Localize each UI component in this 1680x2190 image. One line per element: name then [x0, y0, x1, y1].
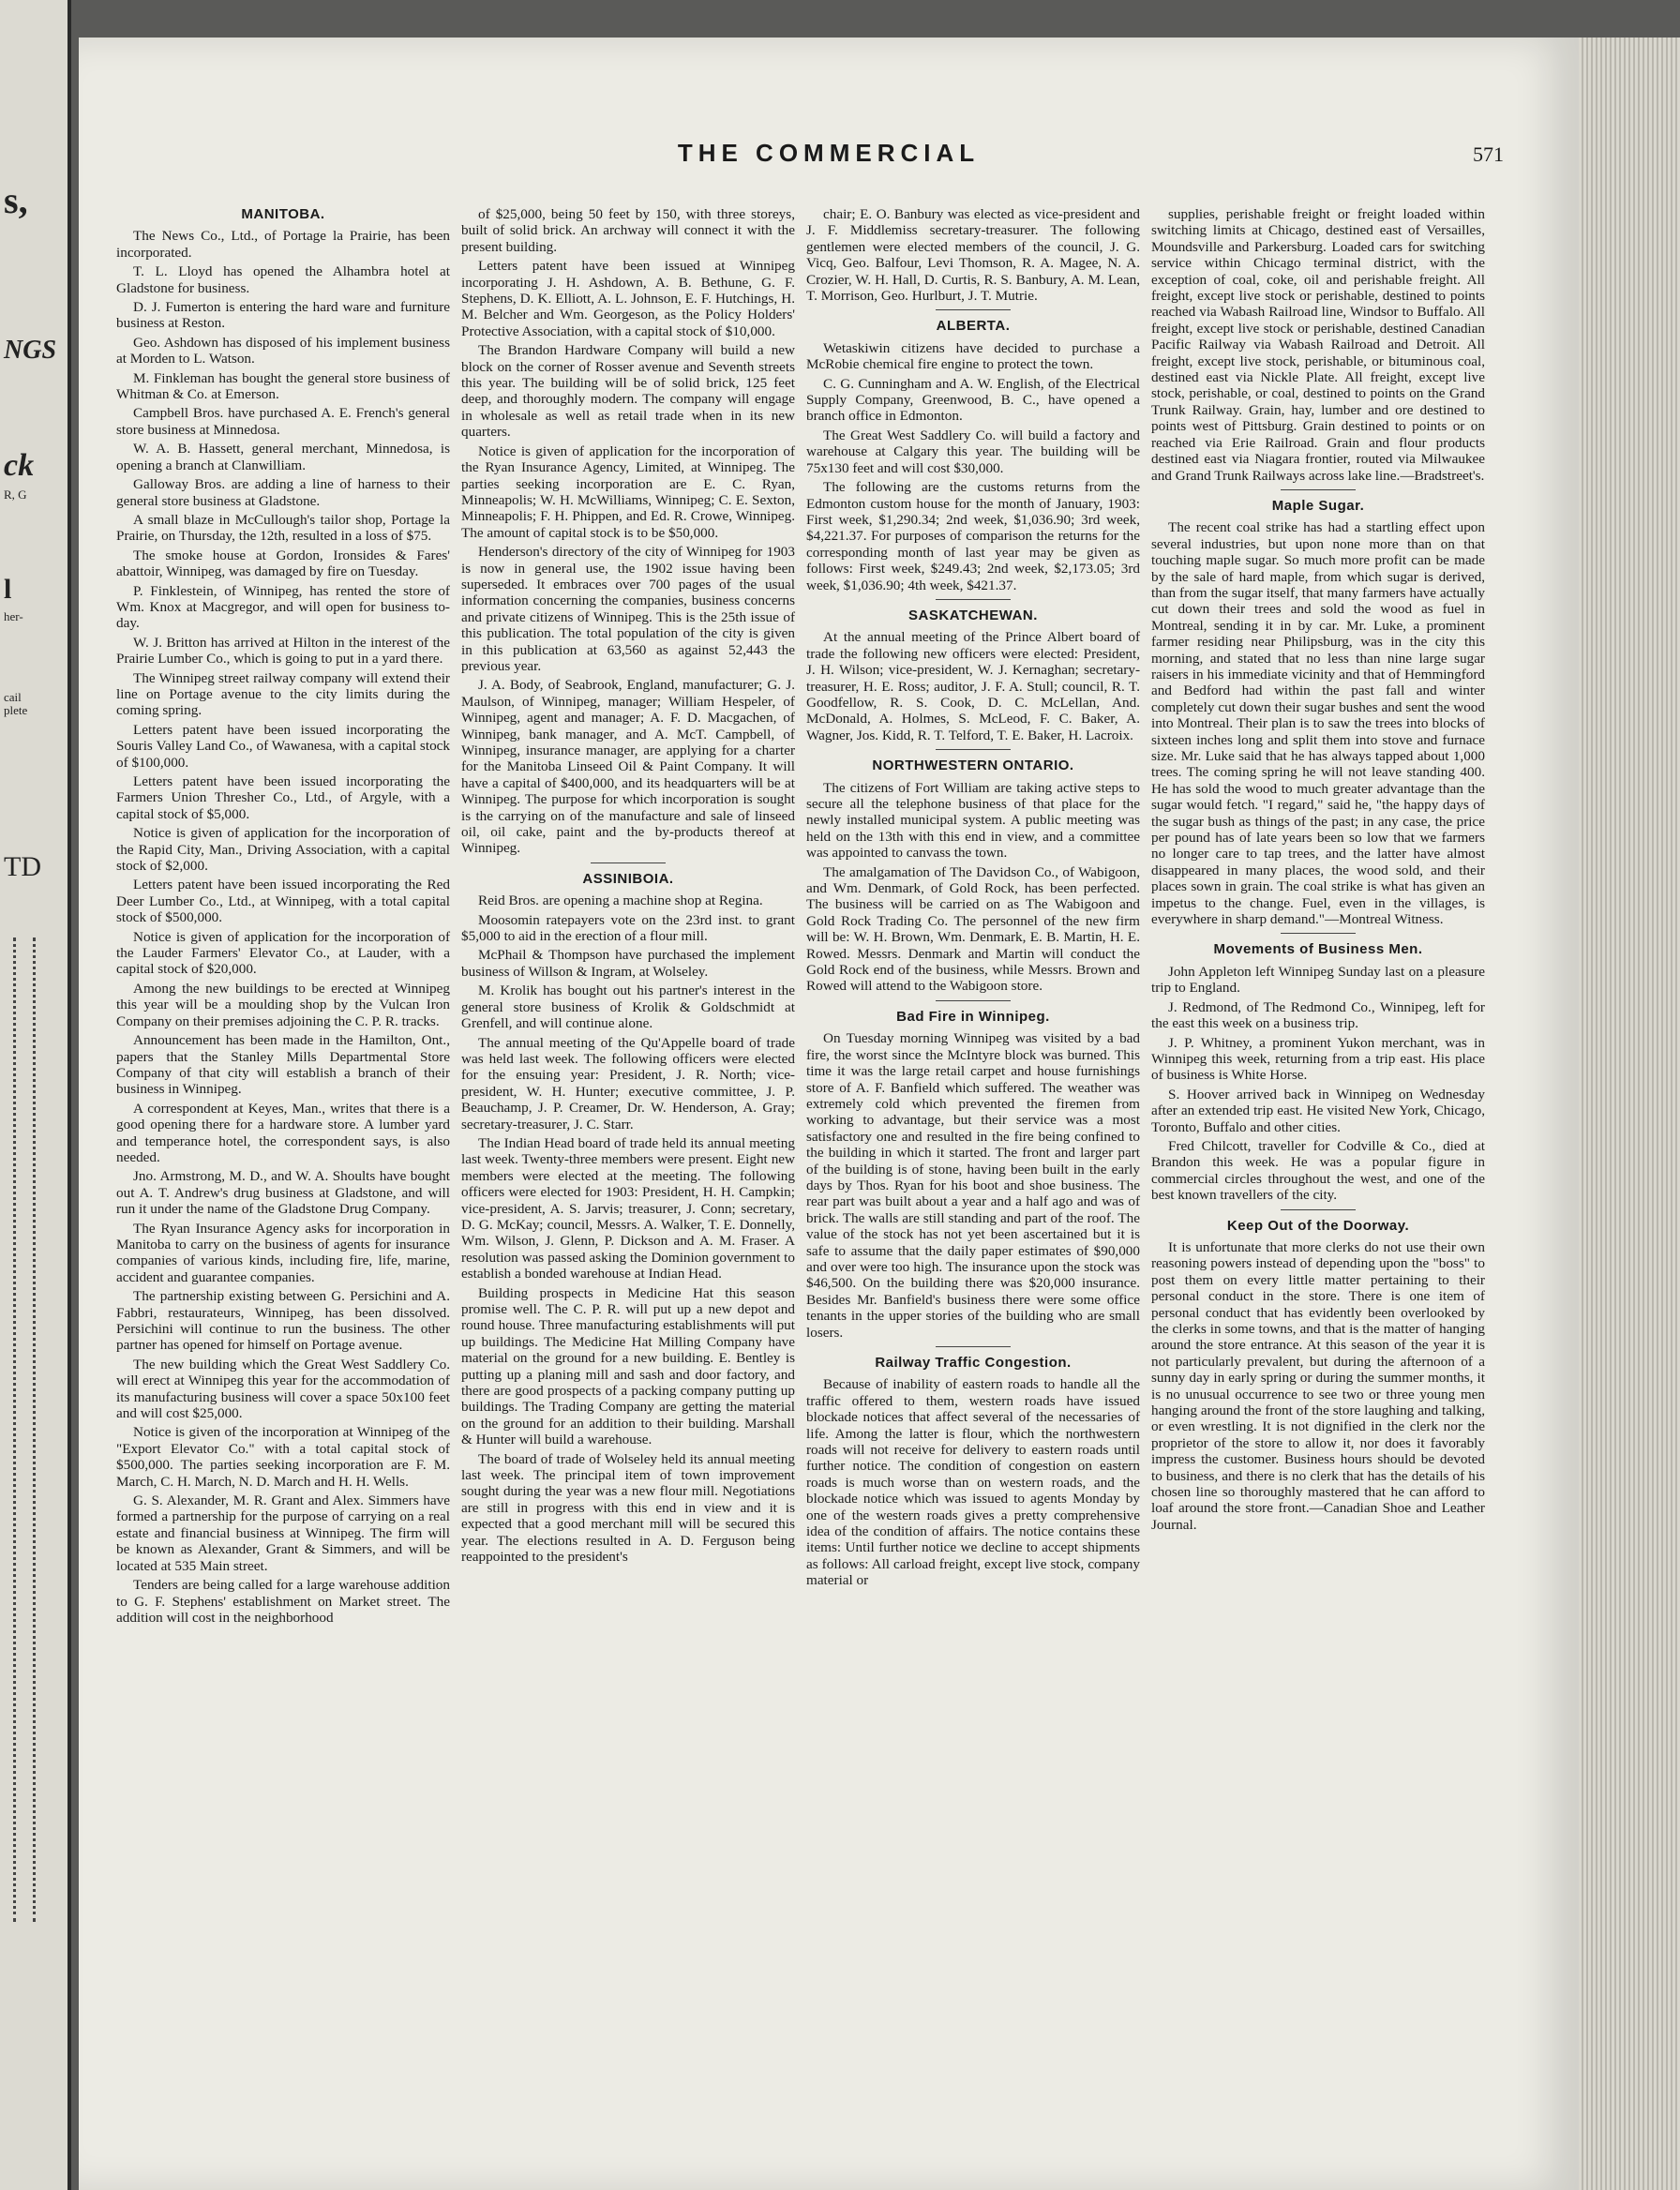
news-item: Wetaskiwin citizens have decided to purchase a McRobie chemical fire engine to protect the town. — [806, 339, 1140, 373]
news-item: The recent coal strike has had a startling effect upon several industries, but upon none more than on that touching maple sugar. So much more profit can be made by the sale of hard maple, from which sugar is derived, than from the sugar itself, that many farmers have actually cut down their trees and sold the wood as fuel in Montreal, sending it in by car. Mr. Luke, a prominent farmer residing near Philipsburg, was in the city this morning, and stated that no less than nine large sugar raisers in his immediate vicinity and that of Hemmingford and Bedford had within the past fall and winter completely cut down their sugar bushes and sent the wood into Montreal. Their plan is to saw the trees into blocks of sixteen inches long and split them into stove and furnace size. Mr. Luke said that he has always tapped about 1,000 trees. The coming spring he will not leave standing 400. He has sold the wood to much greater advantage than the sugar would fetch. "I regard," said he, "the happy days of the sugar bush as things of the past; in any case, the price per pound has of late years been so low that we farmers no longer care to tap trees, and the latter have almost disappeared in many places, the wood sold, and their places sown in grain. The coal strike is what has given an impetus to the change. Fuel, even in the villages, is everywhere in sharp demand."—Montreal Witness. — [1151, 519, 1485, 928]
section-divider — [1281, 489, 1356, 490]
fragment-text: s, — [4, 179, 28, 221]
section-heading: SASKATCHEWAN. — [908, 607, 1038, 623]
news-item: M. Finkleman has bought the general store business of Whitman & Co. at Emerson. — [116, 369, 450, 403]
news-item: Geo. Ashdown has disposed of his implement business at Morden to L. Watson. — [116, 334, 450, 368]
news-item: The board of trade of Wolseley held its annual meeting last week. The principal item of town improvement sought during the year was a new flour mill. Negotiations are still in progress with this end in view and it is expected that a good merchant mill will be secured this year. The elections resulted in A. D. Ferguson being reappointed to the president's — [461, 1450, 795, 1566]
section-heading: Bad Fire in Winnipeg. — [896, 1008, 1050, 1025]
fragment-text: NGS — [4, 336, 57, 365]
news-item: The Indian Head board of trade held its annual meeting last week. Twenty-three members were present. Eight new members were elected at the meeting. The following officers were elected for 1903: President, H. H. Campkin; vice-president, A. S. Jarvis; treasurer, J. Conn; secretary, D. G. McKay; council, Messrs. A. Walker, T. E. Donnelly, Wm. Wilson, J. Glenn, P. Dickson and A. M. Fraser. A resolution was passed asking the Dominion government to establish a bonded warehouse at Indian Head. — [461, 1134, 795, 1282]
news-item: W. J. Britton has arrived at Hilton in the interest of the Prairie Lumber Co., which is going to put in a yard there. — [116, 634, 450, 668]
section-divider — [1281, 1209, 1356, 1210]
fragment-text: plete — [4, 703, 28, 717]
news-item: D. J. Fumerton is entering the hard ware and furniture business at Reston. — [116, 299, 450, 332]
news-item: Henderson's directory of the city of Winnipeg for 1903 is now in general use, the 1902 issue having been superseded. It embraces over 700 pages of the usual information concerning the companies, business concerns and private citizens of Winnipeg. This is the 25th issue of this publication. The total population of the city is given in this publication at 63,560 as against 52,443 the previous year. — [461, 544, 795, 674]
news-item: A small blaze in McCullough's tailor shop, Portage la Prairie, on Thursday, the 12th, resulted in a loss of $75. — [116, 511, 450, 545]
news-item: of $25,000, being 50 feet by 150, with three storeys, built of solid brick. An archway will connect it with the present building. — [461, 206, 795, 255]
news-item: Notice is given of application for the incorporation of the Ryan Insurance Agency, Limited, at Winnipeg. The parties seeking incorporation are E. C. Ryan, Minneapolis; W. H. McWilliams, Winnipeg; C. E. Sexton, Minneapolis; F. H. Phippen, and Ed. R. Crowe, Winnipeg. The amount of capital stock is to be $50,000. — [461, 442, 795, 541]
news-item: The partnership existing between G. Persichini and A. Fabbri, restaurateurs, Winnipeg, has been dissolved. Persichini will continue to run the business. The other partner has opened for himself on Portage avenue. — [116, 1288, 450, 1354]
news-item: Announcement has been made in the Hamilton, Ont., papers that the Stanley Mills Departmental Store Company of that city will establish a branch of their business in Winnipeg. — [116, 1032, 450, 1098]
news-item: J. A. Body, of Seabrook, England, manufacturer; G. J. Maulson, of Winnipeg, manager; William Hespeler, of Winnipeg, agent and manager; A. F. D. Macgachen, of Winnipeg, bank manager, and A. McT. Campbell, of Winnipeg, insurance manager, are applying for a charter for the Manitoba Linseed Oil & Paint Company. It will have a capital of $400,000, and its headquarters will be at Winnipeg. The purpose for which incorporation is sought is the carrying on of the manufacture and sale of linseed oil, oil cake, paint and the by-products thereof at Winnipeg. — [461, 677, 795, 857]
fragment-text: R, G — [4, 488, 27, 502]
column-2 — [461, 206, 795, 1568]
news-item: Galloway Bros. are adding a line of harness to their general store business at Gladstone. — [116, 476, 450, 509]
news-item: Among the new buildings to be erected at Winnipeg this year will be a moulding shop by the Vulcan Iron Company on their premises adjoining the C. P. R. tracks. — [116, 980, 450, 1029]
section-divider — [936, 1000, 1011, 1001]
news-item: Tenders are being called for a large warehouse addition to G. F. Stephens' establishment on Market street. The addition will cost in the neighborhood — [116, 1577, 450, 1626]
news-item: Letters patent have been issued incorporating the Farmers Union Thresher Co., Ltd., of Argyle, with a capital stock of $5,000. — [116, 773, 450, 822]
news-item: Letters patent have been issued incorporating the Souris Valley Land Co., of Wawanesa, with a capital stock of $100,000. — [116, 721, 450, 771]
news-item: The amalgamation of The Davidson Co., of Wabigoon, and Wm. Denmark, of Gold Rock, has been perfected. The business will be carried on as The Wabigoon and Gold Rock Trading Co. The personnel of the new firm will be: W. H. Brown, Wm. Denmark, E. B. Martin, H. E. Rowed. Messrs. Denmark and Martin will conduct the Gold Rock end of the business, while Messrs. Brown and Rowed will attend to the Wabigoon store. — [806, 863, 1140, 995]
page-number: 571 — [1473, 142, 1504, 166]
section-heading: MANITOBA. — [241, 206, 325, 222]
news-item: Letters patent have been issued incorporating the Red Deer Lumber Co., Ltd., at Winnipeg, with a total capital stock of $500,000. — [116, 877, 450, 926]
news-item: S. Hoover arrived back in Winnipeg on Wednesday after an extended trip east. He visited New York, Chicago, Toronto, Buffalo and other cities. — [1151, 1086, 1485, 1135]
section-heading: Railway Traffic Congestion. — [875, 1355, 1072, 1371]
news-item: It is unfortunate that more clerks do not use their own reasoning powers instead of depending upon the "boss" to post them on every little matter pertaining to their personal conduct in the store. There is one item of personal conduct that has evidently been overlooked by the clerks in some towns, and that is the matter of hanging around the store entrance. At this season of the year it is not particularly prevalent, but during the afternoon of a sunny day in early spring or during the summer months, it is no unusual occurrence to see two or three young men hanging around the front of the store laughing and talking, or even wrestling. It is not dignified in the clerk nor the proprietor of the store to allow it, nor does it favorably impress the customer. Business hours should be devoted to business, and there is no clerk that has the details of his chosen line so thoroughly mastered that he can afford to loaf around the store front.—Canadian Shoe and Leather Journal. — [1151, 1238, 1485, 1533]
news-item: McPhail & Thompson have purchased the implement business of Willson & Ingram, at Wolseley. — [461, 947, 795, 980]
masthead: THE COMMERCIAL — [677, 139, 981, 167]
news-item: P. Finklestein, of Winnipeg, has rented the store of Wm. Knox at Macgregor, and will open for business to-day. — [116, 582, 450, 632]
news-item: The News Co., Ltd., of Portage la Prairie, has been incorporated. — [116, 228, 450, 261]
news-item: C. G. Cunningham and A. W. English, of the Electrical Supply Company, Greenwood, B. C., have opened a branch office in Edmonton. — [806, 375, 1140, 425]
section-heading: Keep Out of the Doorway. — [1226, 1217, 1410, 1234]
section-heading: ASSINIBOIA. — [582, 870, 674, 887]
news-item: Because of inability of eastern roads to handle all the traffic offered to them, western roads have issued blockade notices that affect several of the necessaries of life. Among the latter is flour, which the northwestern roads will not receive for delivery to eastern roads until further notice. The condition of congestion on eastern roads is much worse than on western roads, and the blockade notice which was issued to agents Monday by one of the western roads gives a pretty comprehensive idea of the condition of affairs. The notice contains these items: Until further notice we decline to accept shipments as follows: All carload freight, except live stock, company material or — [806, 1376, 1140, 1589]
news-item: Notice is given of application for the incorporation of the Lauder Farmers' Elevator Co., at Lauder, with a capital stock of $20,000. — [116, 928, 450, 978]
column-3 — [806, 206, 1140, 1592]
page-header — [79, 139, 1579, 176]
section-divider — [1281, 933, 1356, 934]
section-divider — [936, 599, 1011, 600]
news-item: A correspondent at Keyes, Man., writes that there is a good opening there for a hardware store. A lumber yard and temperance hotel, the correspondent says, is also needed. — [116, 1100, 450, 1165]
fragment-text: TD — [4, 851, 41, 882]
column-4 — [1151, 206, 1485, 1536]
news-item: J. Redmond, of The Redmond Co., Winnipeg, left for the east this week on a business trip. — [1151, 998, 1485, 1032]
news-item: Moosomin ratepayers vote on the 23rd inst. to grant $5,000 to aid in the erection of a flour mill. — [461, 911, 795, 945]
news-item: The Great West Saddlery Co. will build a factory and warehouse at Calgary this year. The building will be 75x130 feet and will cost $30,000. — [806, 427, 1140, 476]
section-divider — [936, 749, 1011, 750]
news-item: The following are the customs returns from the Edmonton custom house for the month of January, 1903: First week, $1,290.34; 2nd week, $1,036.90; 3rd week, $4,221.37. For purposes of comparison the returns for the corresponding month of last year may be given as follows: First week, $249.43; 2nd week, $2,173.05; 3rd week, $1,036.90; 4th week, $421.37. — [806, 479, 1140, 593]
news-item: On Tuesday morning Winnipeg was visited by a bad fire, the worst since the McIntyre block was burned. This time it was the large retail carpet and house furnishings store of A. F. Banfield which suffered. The weather was extremely cold which prevented the firemen from working to advantage, but their service was a most satisfactory one and resulted in the fire being confined to the building in which it started. The front and larger part of the building is of stone, having been built in the early days by Thos. Ryan for his boot and shoe business. The rear part was built about a year and a half ago and was of brick. The walls are still standing and part of the roof. The value of the stock has not yet been ascertained but it is safe to assume that the daily paper estimates of $90,000 and over were too high. The insurance upon the stock was $46,500. On the building there was $20,000 insurance. Besides Mr. Banfield's business there were some office tenants in the upper stories of the building who are small losers. — [806, 1030, 1140, 1341]
page-edge — [1579, 38, 1680, 2190]
news-item: M. Krolik has bought out his partner's interest in the general store business of Krolik & Goldschmidt at Grenfell, and will continue alone. — [461, 982, 795, 1032]
news-item: Reid Bros. are opening a machine shop at Regina. — [478, 892, 763, 909]
section-heading: Maple Sugar. — [1271, 497, 1365, 514]
section-heading: NORTHWESTERN ONTARIO. — [872, 758, 1074, 774]
newspaper-page — [79, 38, 1579, 2190]
news-item: T. L. Lloyd has opened the Alhambra hotel at Gladstone for business. — [116, 263, 450, 296]
news-item: J. P. Whitney, a prominent Yukon merchant, was in Winnipeg this week, returning from a trip east. His place of business is White Horse. — [1151, 1034, 1485, 1084]
news-item: John Appleton left Winnipeg Sunday last on a pleasure trip to England. — [1151, 963, 1485, 997]
news-item: The Winnipeg street railway company will extend their line on Portage avenue to the city limits during the coming spring. — [116, 669, 450, 719]
fragment-text: l — [4, 574, 12, 605]
column-1 — [116, 206, 450, 1628]
news-item: At the annual meeting of the Prince Albert board of trade the following new officers were elected: President, J. H. Wilson; vice-president, W. J. Kernaghan; secretary-treasurer, H. E. Ross; auditor, J. F. A. Stull; council, R. T. Goodfellow, R. S. Cook, D. C. McLellan, And. McDonald, A. Holmes, S. McLeod, F. C. Baker, A. Wagner, Jos. Kidd, R. T. Telford, T. E. Baker, H. Lacroix. — [806, 629, 1140, 743]
decorative-border — [13, 938, 36, 1922]
fragment-text: ck — [4, 448, 35, 483]
news-item: Campbell Bros. have purchased A. E. French's general store business at Minnedosa. — [116, 405, 450, 438]
news-item: The annual meeting of the Qu'Appelle board of trade was held last week. The following officers were elected for the ensuing year: President, J. R. North; vice-president, W. H. Hunter; executive committee, J. P. Beauchamp, J. P. Creamer, Dr. W. Henderson, A. Gray; secretary-treasurer, J. C. Starr. — [461, 1034, 795, 1132]
news-item: W. A. B. Hassett, general merchant, Minnedosa, is opening a branch at Clanwilliam. — [116, 441, 450, 473]
news-item: The citizens of Fort William are taking active steps to secure all the telephone business of that place for the newly installed municipal system. A public meeting was held on the 13th with this end in view, and a committee was appointed to canvass the town. — [806, 779, 1140, 862]
news-item: Notice is given of the incorporation at Winnipeg of the "Export Elevator Co." with a total capital stock of $500,000. The parties seeking incorporation are F. M. March, C. H. March, N. D. March and H. H. Wells. — [116, 1424, 450, 1490]
fragment-text: cail — [4, 690, 22, 704]
section-divider — [591, 862, 666, 863]
news-item: The Brandon Hardware Company will build a new block on the corner of Rosser avenue and Seventh streets this year. The building will be of solid brick, 125 feet deep, and thoroughly modern. The company will engage in wholesale as well as retail trade when in its new quarters. — [461, 342, 795, 441]
news-item: G. S. Alexander, M. R. Grant and Alex. Simmers have formed a partnership for the purpose of carrying on a real estate and financial business at Winnipeg. The firm will be known as Alexander, Grant & Simmers, and will be located at 535 Main street. — [116, 1492, 450, 1574]
news-item: supplies, perishable freight or freight loaded within switching limits at Chicago, destined east of Versailles, Moundsville and Parkersburg. Loaded cars for switching service within Chicago terminal district, with the exception of coal, coke, oil and perishable freight. All freight, except live stock or perishable, destined to points reached via Wabash Railroad line, Windsor to Buffalo. All freight, except live stock or perishable, destined Canadian Pacific Railway via Wabash Railroad and Detroit. All freight, except live stock, perishable, or bituminous coal, destined east via Nickle Plate. All freight, except live stock, perishable, or coal, destined to points on the Grand Trunk Railway. Grain, hay, lumber and ore destined to points west of Pittsburg. Grain destined to points or on reached via Erie Railroad. Grain and flour products destined east via Niagara frontier, routed via Milwaukee and Grand Trunk Railways across lake line.—Bradstreet's. — [1151, 206, 1485, 484]
adjacent-page-strip — [0, 0, 71, 2190]
news-item: chair; E. O. Banbury was elected as vice-president and J. F. Middlemiss secretary-treasurer. The following gentlemen were elected members of the council, J. G. Vicq, Geo. Balfour, Levi Thomson, R. A. Magee, N. A. Crozier, W. H. Hall, D. Curtis, R. S. Banbury, A. M. Lean, T. Morrison, Geo. Hurlburt, J. T. Mutrie. — [806, 206, 1140, 305]
section-divider — [936, 1346, 1011, 1347]
news-item: Notice is given of application for the incorporation of the Rapid City, Man., Driving Association, with a capital stock of $2,000. — [116, 825, 450, 875]
section-heading: ALBERTA. — [936, 318, 1011, 335]
news-item: Fred Chilcott, traveller for Codville & Co., died at Brandon this week. He was a popular figure in commercial circles throughout the west, and one of the best known travellers of the city. — [1151, 1137, 1485, 1204]
news-item: The Ryan Insurance Agency asks for incorporation in Manitoba to carry on the business of agents for insurance companies of various kinds, including fire, life, marine, accident and guarantee companies. — [116, 1220, 450, 1285]
news-item: Letters patent have been issued at Winnipeg incorporating J. H. Ashdown, A. B. Bethune, G. F. Stephens, D. K. Elliott, A. L. Johnson, E. F. Hutchings, H. M. Belcher and Wm. Georgeson, as the Policy Holders' Protective Association, with a capital stock of $10,000. — [461, 258, 795, 339]
news-item: Building prospects in Medicine Hat this season promise well. The C. P. R. will put up a new depot and round house. Three manufacturing establishments will put up buildings. The Medicine Hat Milling Company have material on the ground for a new building. E. Bentley is putting up a planing mill and sash and door factory, and there are good prospects of a packing company putting up buildings. The Trading Company are getting the material on the ground for an addition to their building. Marshall & Hunter will build a warehouse. — [461, 1284, 795, 1448]
section-heading: Movements of Business Men. — [1213, 941, 1423, 958]
news-item: Jno. Armstrong, M. D., and W. A. Shoults have bought out A. T. Andrew's drug business at Gladstone, and will run it under the name of the Gladstone Drug Company. — [116, 1168, 450, 1218]
section-divider — [936, 309, 1011, 310]
news-item: The new building which the Great West Saddlery Co. will erect at Winnipeg this year for the accommodation of its manufacturing business will cover a space 50x100 feet and will cost $25,000. — [116, 1356, 450, 1422]
fragment-text: her- — [4, 609, 23, 623]
news-item: The smoke house at Gordon, Ironsides & Fares' abattoir, Winnipeg, was damaged by fire on Tuesday. — [116, 547, 450, 580]
